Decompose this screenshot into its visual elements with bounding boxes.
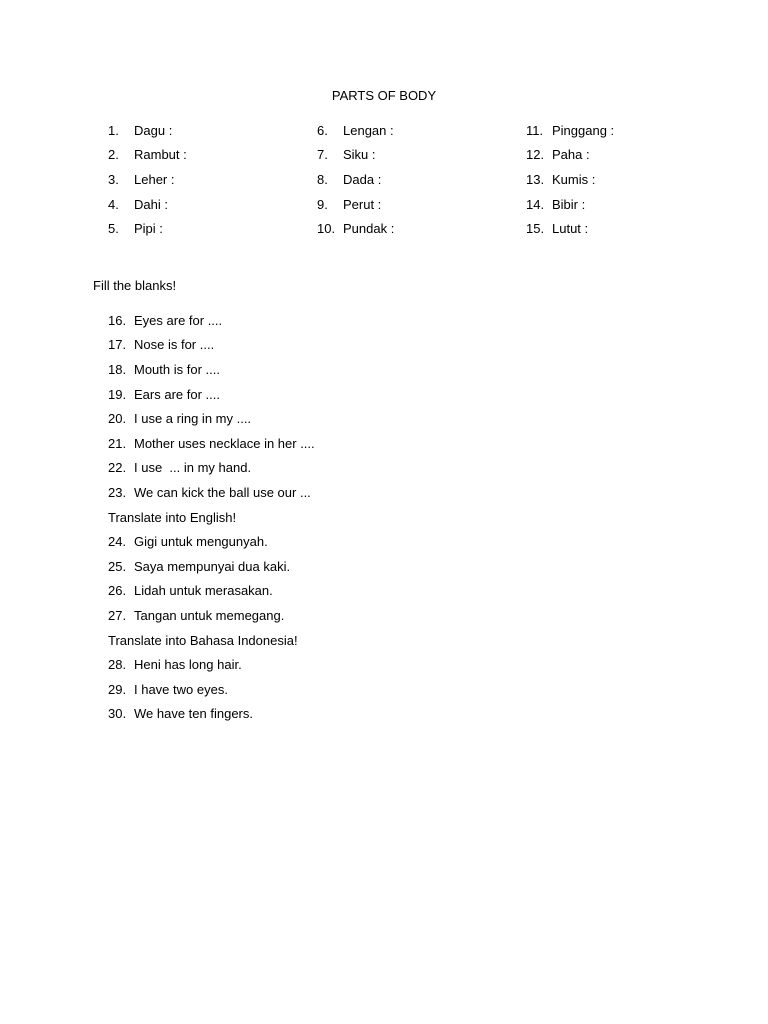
item-number: 6. — [317, 122, 328, 138]
item-text: Lutut : — [552, 221, 589, 237]
item-number: 1. — [108, 122, 119, 138]
item-number: 14. — [526, 196, 545, 212]
item-text: Gigi untuk mengunyah. — [134, 534, 268, 550]
exercise-list — [108, 308, 315, 726]
item-text: Leher : — [134, 171, 175, 187]
item-number: 18. — [108, 361, 127, 377]
item-number: 2. — [108, 147, 119, 163]
vocab-item — [108, 143, 187, 168]
item-text: We have ten fingers. — [134, 706, 253, 722]
item-text: Tangan untuk memegang. — [134, 607, 285, 623]
item-text: I have two eyes. — [134, 681, 228, 697]
item-text: Dada : — [343, 171, 382, 187]
vocab-column-2 — [317, 118, 394, 241]
item-text: Mouth is for .... — [134, 361, 220, 377]
exercise-item — [108, 431, 315, 456]
vocab-item — [108, 118, 187, 143]
item-number: 26. — [108, 583, 127, 599]
item-text: Pinggang : — [552, 122, 615, 138]
item-number: 15. — [526, 221, 545, 237]
item-text: Lidah untuk merasakan. — [134, 583, 273, 599]
item-number: 27. — [108, 607, 127, 623]
vocab-item — [108, 167, 187, 192]
exercise-item — [108, 603, 315, 628]
item-text: I use a ring in my .... — [134, 411, 252, 427]
vocab-item — [317, 192, 394, 217]
item-number: 11. — [526, 122, 544, 138]
item-text: Pundak : — [343, 221, 395, 237]
item-number: 16. — [108, 312, 127, 328]
item-number: 10. — [317, 221, 336, 237]
vocab-item — [526, 216, 614, 241]
translate-english-heading: Translate into English! — [108, 509, 237, 525]
item-text: I use ... in my hand. — [134, 460, 252, 476]
vocab-item — [526, 118, 614, 143]
vocab-item — [317, 118, 394, 143]
item-text: Nose is for .... — [134, 337, 215, 353]
page-title: PARTS OF BODY — [331, 88, 437, 103]
exercise-item — [108, 652, 315, 677]
item-text: Dagu : — [134, 122, 173, 138]
item-number: 9. — [317, 196, 328, 212]
item-text: Heni has long hair. — [134, 657, 242, 673]
exercise-item — [108, 357, 315, 382]
item-text: Lengan : — [343, 122, 394, 138]
item-text: Dahi : — [134, 196, 168, 212]
item-number: 17. — [108, 337, 127, 353]
exercise-item — [108, 456, 315, 481]
exercise-item — [108, 480, 315, 505]
item-number: 25. — [108, 558, 127, 574]
item-number: 19. — [108, 386, 127, 402]
item-text: Eyes are for .... — [134, 312, 223, 328]
item-text: Ears are for .... — [134, 386, 220, 402]
item-number: 3. — [108, 171, 119, 187]
item-text: Perut : — [343, 196, 382, 212]
item-text: Bibir : — [552, 196, 586, 212]
fill-blanks-heading: Fill the blanks! — [93, 278, 177, 293]
vocab-item — [108, 192, 187, 217]
item-text: Saya mempunyai dua kaki. — [134, 558, 291, 574]
item-text: Rambut : — [134, 147, 187, 163]
exercise-item — [108, 529, 315, 554]
vocab-column-1 — [108, 118, 187, 241]
vocab-item — [526, 167, 614, 192]
exercise-item — [108, 333, 315, 358]
vocab-item — [317, 167, 394, 192]
item-number: 20. — [108, 411, 127, 427]
exercise-item — [108, 308, 315, 333]
translate-indonesian-heading: Translate into Bahasa Indonesia! — [108, 632, 298, 648]
exercise-item — [108, 406, 315, 431]
item-number: 21. — [108, 435, 127, 451]
item-number: 7. — [317, 147, 328, 163]
item-number: 22. — [108, 460, 127, 476]
vocab-item — [108, 216, 187, 241]
item-number: 29. — [108, 681, 127, 697]
item-number: 13. — [526, 171, 545, 187]
exercise-item — [108, 702, 315, 727]
vocab-item — [526, 192, 614, 217]
item-text: We can kick the ball use our ... — [134, 484, 311, 500]
item-text: Mother uses necklace in her .... — [134, 435, 315, 451]
item-number: 24. — [108, 534, 127, 550]
item-text: Siku : — [343, 147, 376, 163]
exercise-item — [108, 579, 315, 604]
item-number: 4. — [108, 196, 119, 212]
item-number: 8. — [317, 171, 328, 187]
exercise-item — [108, 382, 315, 407]
exercise-item — [108, 554, 315, 579]
vocab-item — [526, 143, 614, 168]
exercise-item — [108, 677, 315, 702]
vocab-column-3 — [526, 118, 614, 241]
vocab-item — [317, 216, 394, 241]
item-number: 12. — [526, 147, 545, 163]
item-text: Pipi : — [134, 221, 163, 237]
item-number: 28. — [108, 657, 127, 673]
vocab-item — [317, 143, 394, 168]
item-number: 30. — [108, 706, 127, 722]
item-number: 5. — [108, 221, 119, 237]
item-text: Paha : — [552, 147, 590, 163]
item-text: Kumis : — [552, 171, 596, 187]
item-number: 23. — [108, 484, 127, 500]
